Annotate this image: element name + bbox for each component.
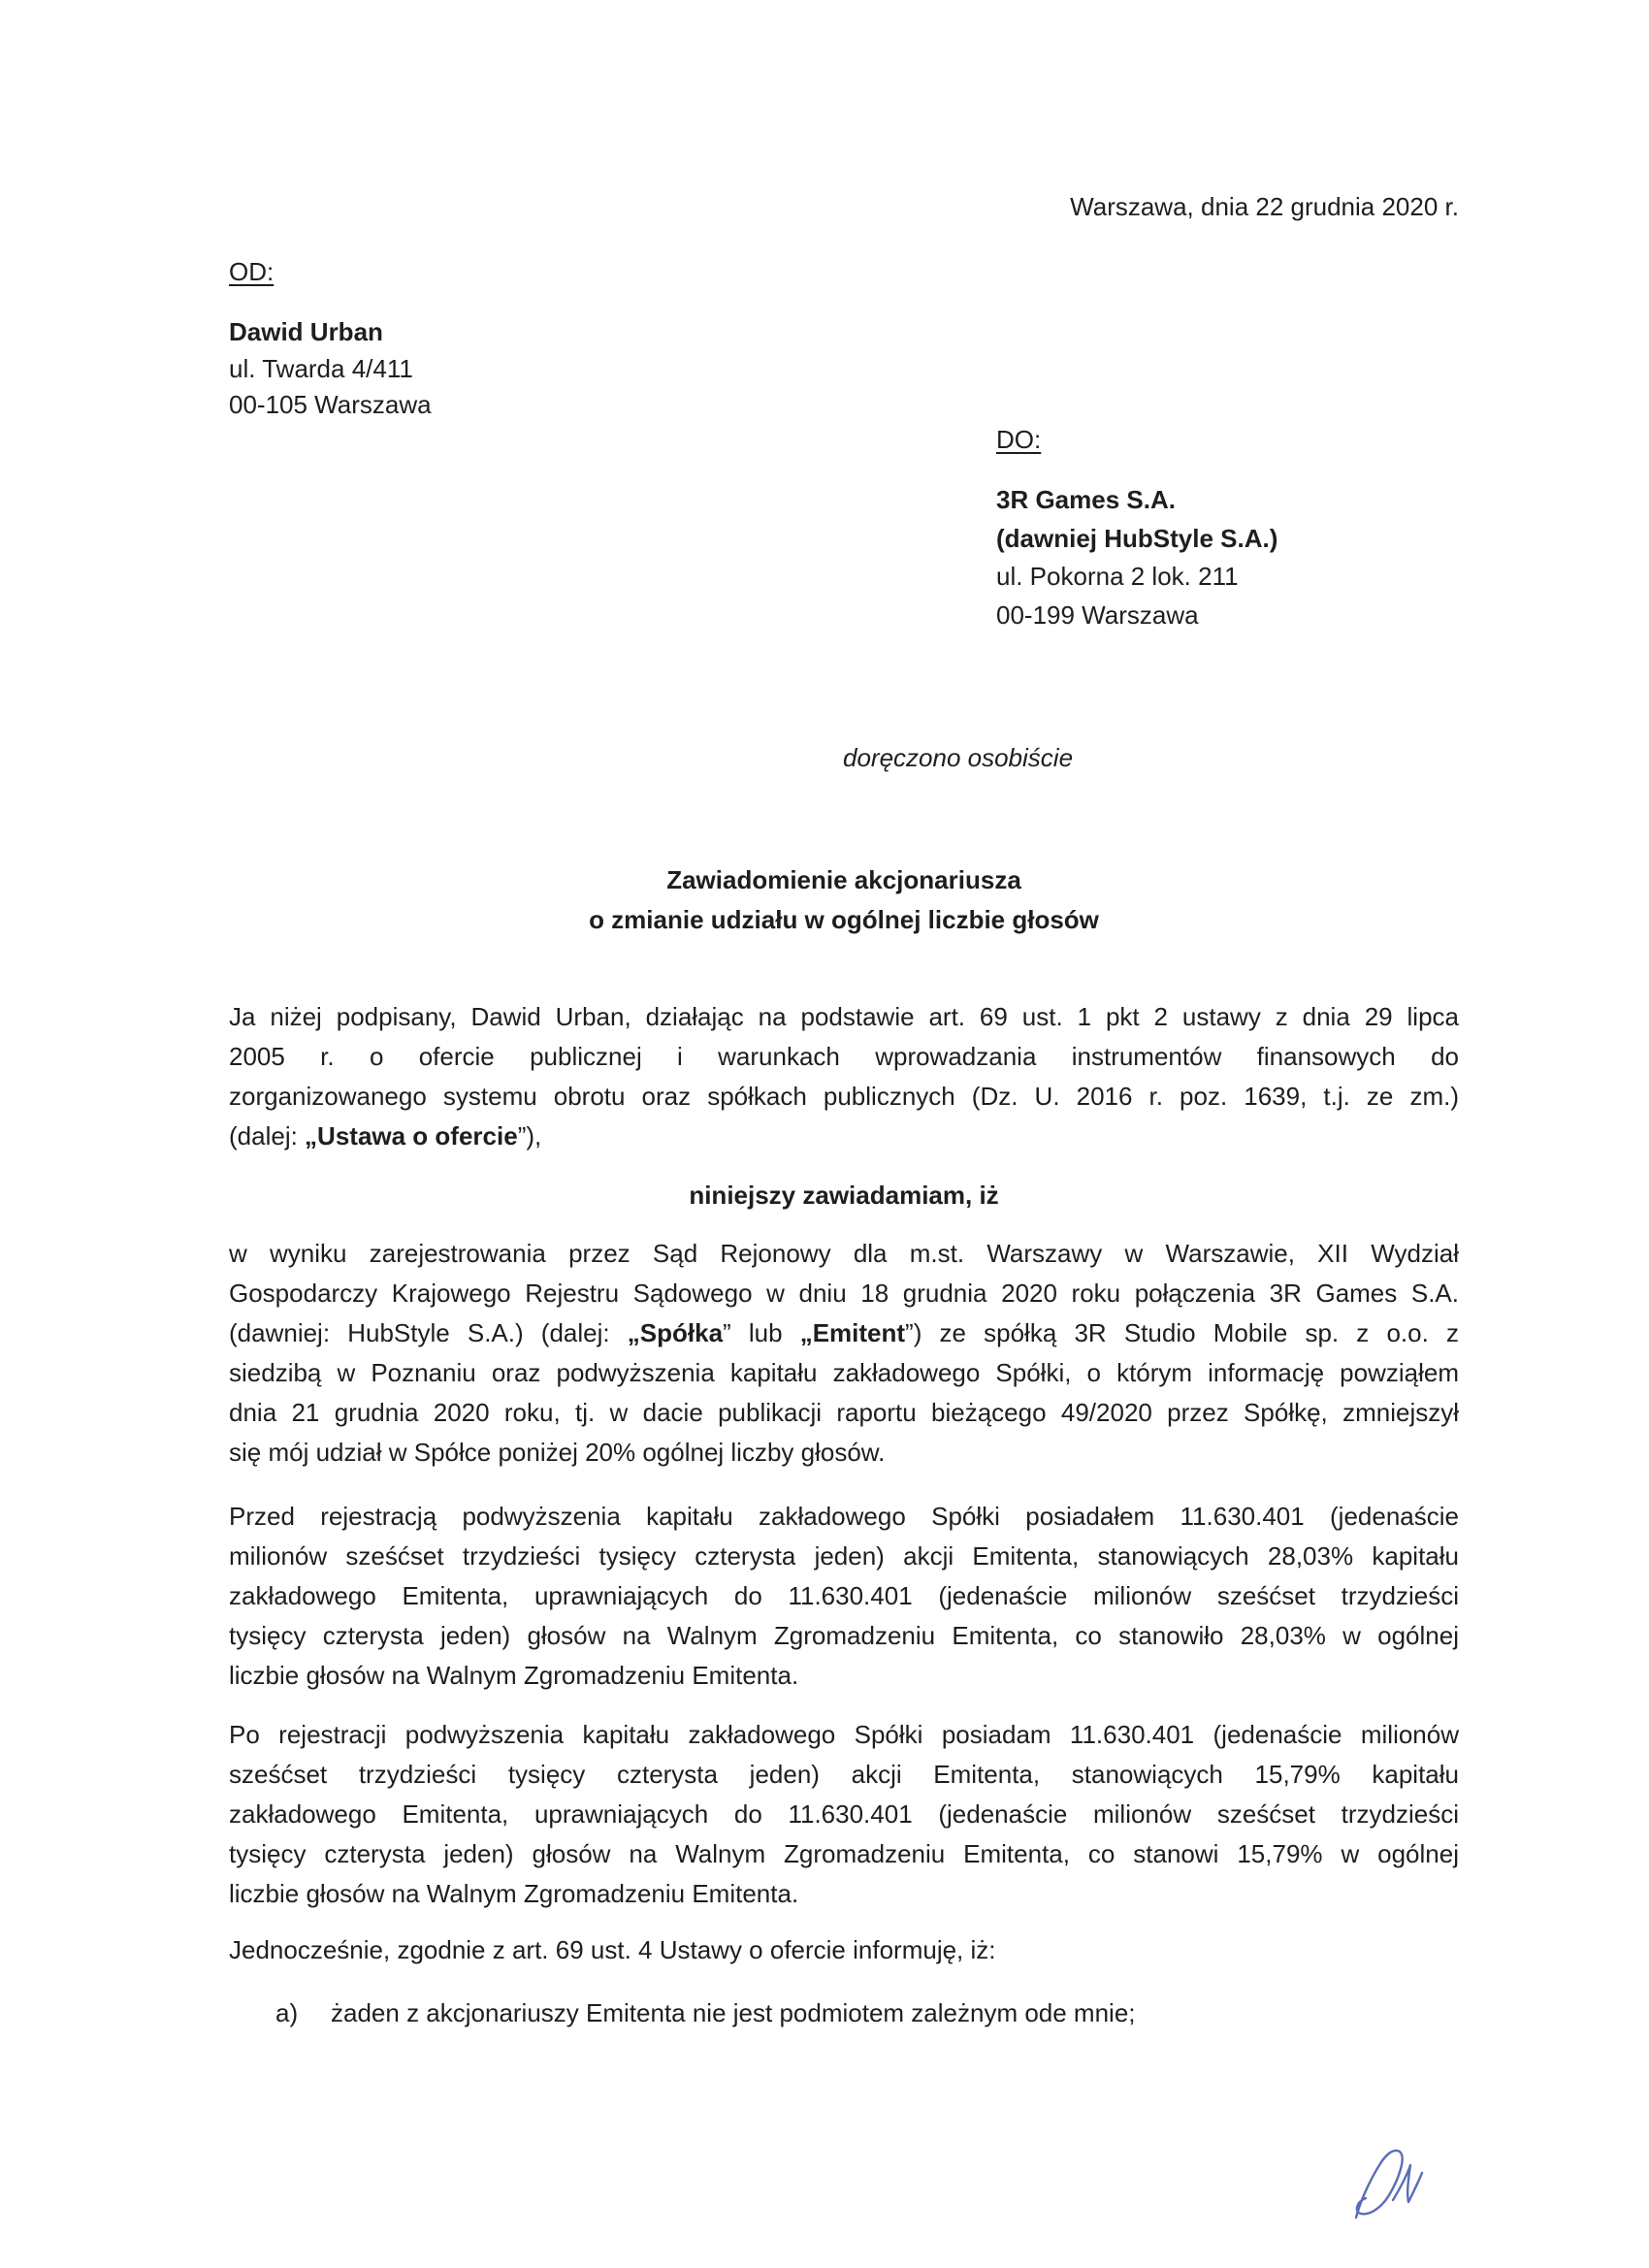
notice-title: [229, 860, 1459, 940]
defined-term-emitent: „Emitent: [799, 1318, 906, 1347]
text-line: tysięcy czterysta jeden) głosów na Walnym Zgromadzeniu Emitenta, co stanowi 15,79% w ogólnej: [229, 1839, 1459, 1868]
body-paragraph-legal-basis: [229, 997, 1459, 1156]
recipient-name: 3R Games S.A.: [996, 485, 1176, 514]
text-segment: (dalej:: [229, 1121, 306, 1150]
list-item-text: żaden z akcjonariuszy Emitenta nie jest podmiotem zależnym ode mnie;: [331, 1998, 1136, 2027]
text-line: [229, 1313, 1459, 1353]
sender-city: 00-105 Warszawa: [229, 390, 432, 419]
sender-street: ul. Twarda 4/411: [229, 353, 413, 383]
text-line: tysięcy czterysta jeden) głosów na Walnym Zgromadzeniu Emitenta, co stanowiło 28,03% w ogólnej: [229, 1621, 1459, 1650]
text-line: liczbie głosów na Walnym Zgromadzeniu Emitenta.: [229, 1879, 799, 1908]
declaration-heading: [229, 1176, 1459, 1215]
place-date-line: Warszawa, dnia 22 grudnia 2020 r.: [1070, 192, 1459, 221]
recipient-city: 00-199 Warszawa: [996, 599, 1199, 630]
text-segment: ”),: [517, 1121, 542, 1150]
text-line: zorganizowanego systemu obrotu oraz spółkach publicznych (Dz. U. 2016 r. poz. 1639, t.j. ze zm.): [229, 1082, 1459, 1111]
text-line: zakładowego Emitenta, uprawniających do 11.630.401 (jedenaście milionów sześćset trzydzieści: [229, 1581, 1459, 1610]
recipient-former-name: (dawniej HubStyle S.A.): [996, 523, 1278, 553]
signature-stroke: [1393, 2165, 1422, 2202]
body-paragraph-additional-info: [229, 1930, 1459, 1970]
text-line: liczbie głosów na Walnym Zgromadzeniu Emitenta.: [229, 1661, 799, 1690]
notice-title-line: o zmianie udziału w ogólnej liczbie głosów: [589, 905, 1099, 934]
text-segment: (dawniej: HubStyle S.A.) (dalej:: [229, 1318, 628, 1347]
text-line: milionów sześćset trzydzieści tysięcy czterysta jeden) akcji Emitenta, stanowiących 28,03% kapitału: [229, 1541, 1459, 1571]
declaration-text: niniejszy zawiadamiam, iż: [689, 1181, 999, 1210]
recipient-address: [996, 481, 1277, 634]
sender-name: Dawid Urban: [229, 317, 383, 346]
signature-stroke: [1356, 2151, 1403, 2218]
text-line: dnia 21 grudnia 2020 roku, tj. w dacie publikacji raportu bieżącego 49/2020 przez Spółkę, zmniejszył: [229, 1398, 1459, 1427]
defined-term-ustawa: „Ustawa o ofercie: [305, 1121, 518, 1150]
text-line: się mój udział w Spółce poniżej 20% ogólnej liczby głosów.: [229, 1438, 886, 1467]
recipient-street: ul. Pokorna 2 lok. 211: [996, 562, 1239, 591]
text-line: [229, 1117, 1459, 1156]
sender-label: OD:: [229, 257, 275, 286]
text-line: Jednocześnie, zgodnie z art. 69 ust. 4 Ustawy o ofercie informuję, iż:: [229, 1935, 996, 1964]
text-segment: ” lub: [723, 1318, 800, 1347]
text-line: zakładowego Emitenta, uprawniających do 11.630.401 (jedenaście milionów sześćset trzydzieści: [229, 1799, 1459, 1829]
signature-initials: [1348, 2140, 1430, 2223]
defined-term-spolka: „Spółka: [627, 1318, 724, 1347]
text-line: Przed rejestracją podwyższenia kapitału zakładowego Spółki posiadałem 11.630.401 (jedenaście: [229, 1502, 1459, 1531]
list-marker: a): [275, 1998, 299, 2027]
text-line: siedzibą w Poznaniu oraz podwyższenia kapitału zakładowego Spółki, o którym informację powziąłem: [229, 1358, 1459, 1387]
text-line: Ja niżej podpisany, Dawid Urban, działając na podstawie art. 69 ust. 1 pkt 2 ustawy z dnia 29 lipca: [229, 1002, 1459, 1031]
delivery-note: doręczono osobiście: [843, 743, 1074, 772]
body-paragraph-change: [229, 1234, 1459, 1473]
text-line: sześćset trzydzieści tysięcy czterysta jeden) akcji Emitenta, stanowiących 15,79% kapitału: [229, 1760, 1459, 1789]
text-line: 2005 r. o ofercie publicznej i warunkach wprowadzania instrumentów finansowych do: [229, 1042, 1459, 1071]
body-paragraph-after: [229, 1715, 1459, 1914]
text-line: w wyniku zarejestrowania przez Sąd Rejonowy dla m.st. Warszawy w Warszawie, XII Wydział: [229, 1239, 1459, 1268]
text-segment: ”) ze spółką 3R Studio Mobile sp. z o.o. z: [905, 1318, 1459, 1347]
text-line: Gospodarczy Krajowego Rejestru Sądowego w dniu 18 grudnia 2020 roku połączenia 3R Games S.A.: [229, 1279, 1459, 1308]
sender-address: [229, 314, 432, 424]
text-line: Po rejestracji podwyższenia kapitału zakładowego Spółki posiadam 11.630.401 (jedenaście milionów: [229, 1720, 1459, 1749]
body-paragraph-before: [229, 1497, 1459, 1696]
notice-title-line: Zawiadomienie akcjonariusza: [666, 865, 1021, 894]
recipient-label: DO:: [996, 425, 1042, 454]
